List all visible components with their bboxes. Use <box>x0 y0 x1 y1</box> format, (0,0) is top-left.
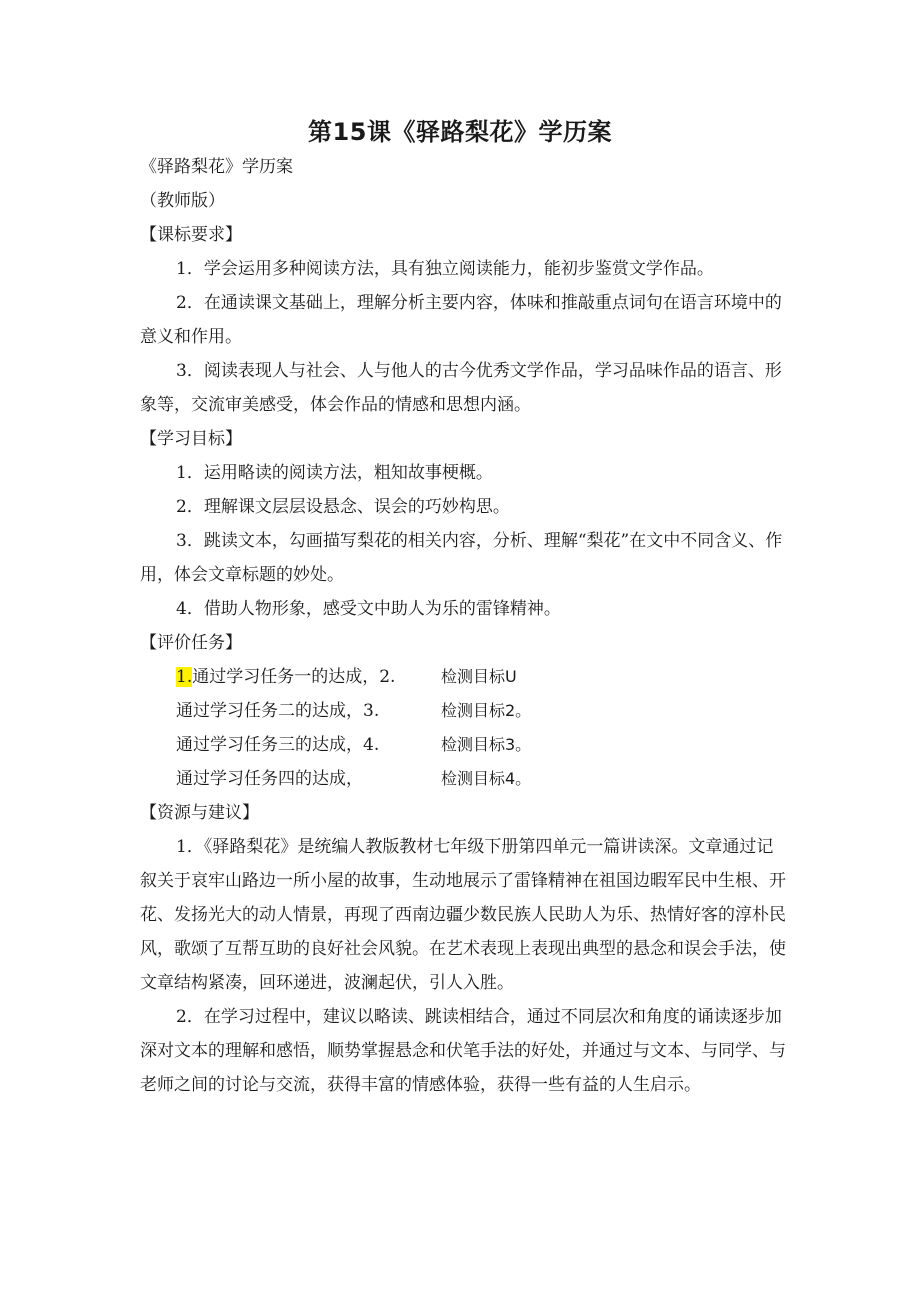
document-title: 第15课《驿路梨花》学历案 <box>308 118 612 146</box>
section-heading-mubiao: 【学习目标】 <box>140 429 242 449</box>
task-row-target: 检测目标4。 <box>441 769 532 788</box>
subtitle: 《驿路梨花》学历案 <box>140 157 293 177</box>
task-row <box>176 762 790 796</box>
section-heading-ziyuan: 【资源与建议】 <box>140 803 259 823</box>
task-row-target: 检测目标2。 <box>441 701 532 720</box>
mubiao-item-2: 2．理解课文层层设悬念、误会的巧妙构思。 <box>176 497 510 517</box>
mubiao-item-4: 4．借助人物形象，感受文中助人为乐的雷锋精神。 <box>176 599 561 619</box>
highlight-marker: 1. <box>176 667 193 687</box>
document-body <box>140 150 790 1102</box>
task-row-target: 检测目标U <box>441 667 517 686</box>
kebiao-item-3: 3．阅读表现人与社会、人与他人的古今优秀文学作品，学习品味作品的语言、形象等，交流审美感受，体会作品的情感和思想内涵。 <box>140 361 782 415</box>
edition-label: （教师版） <box>140 191 225 211</box>
task-row <box>176 694 790 728</box>
section-heading-renwu: 【评价任务】 <box>140 633 242 653</box>
task-row-text: 通过学习任务一的达成，2. <box>192 667 396 687</box>
task-row-left <box>176 660 441 694</box>
task-list <box>140 660 790 796</box>
section-heading-kebiao: 【课标要求】 <box>140 225 242 245</box>
task-row-target: 检测目标3。 <box>441 735 532 754</box>
kebiao-item-2: 2．在通读课文基础上，理解分析主要内容，体味和推敲重点词句在语言环境中的意义和作用。 <box>140 293 782 347</box>
mubiao-item-3: 3．跳读文本，勾画描写梨花的相关内容，分析、理解“梨花”在文中不同含义、作用，体会文章标题的妙处。 <box>140 531 783 585</box>
ziyuan-item-2: 2．在学习过程中，建议以略读、跳读相结合，通过不同层次和角度的诵读逐步加深对文本的理解和感悟，顺势掌握悬念和伏笔手法的好处，并通过与文本、与同学、与老师之间的讨论与交流，获得丰富的情感体验，获得一些有益的人生启示。 <box>140 1007 786 1095</box>
ziyuan-item-1: 1．《驿路梨花》是统编人教版教材七年级下册第四单元一篇讲读深。文章通过记叙关于哀牢山路边一所小屋的故事，生动地展示了雷锋精神在祖国边暇军民中生根、开花、发扬光大的动人情景，再现了西南边疆少数民族人民助人为乐、热情好客的淳朴民风，歌颂了互帮互助的良好社会风貌。在艺术表现上表现出典型的悬念和误会手法，使文章结构紧凑，回环递进，波澜起伏，引人入胜。 <box>140 837 786 993</box>
mubiao-item-1: 1．运用略读的阅读方法，粗知故事梗概。 <box>176 463 493 483</box>
task-row <box>176 728 790 762</box>
task-row-text: 通过学习任务四的达成， <box>176 769 363 789</box>
task-row <box>176 660 790 694</box>
task-row-text: 通过学习任务二的达成，3. <box>176 701 380 721</box>
kebiao-item-1: 1．学会运用多种阅读方法，具有独立阅读能力，能初步鉴赏文学作品。 <box>176 259 714 279</box>
task-row-text: 通过学习任务三的达成，4. <box>176 735 380 755</box>
